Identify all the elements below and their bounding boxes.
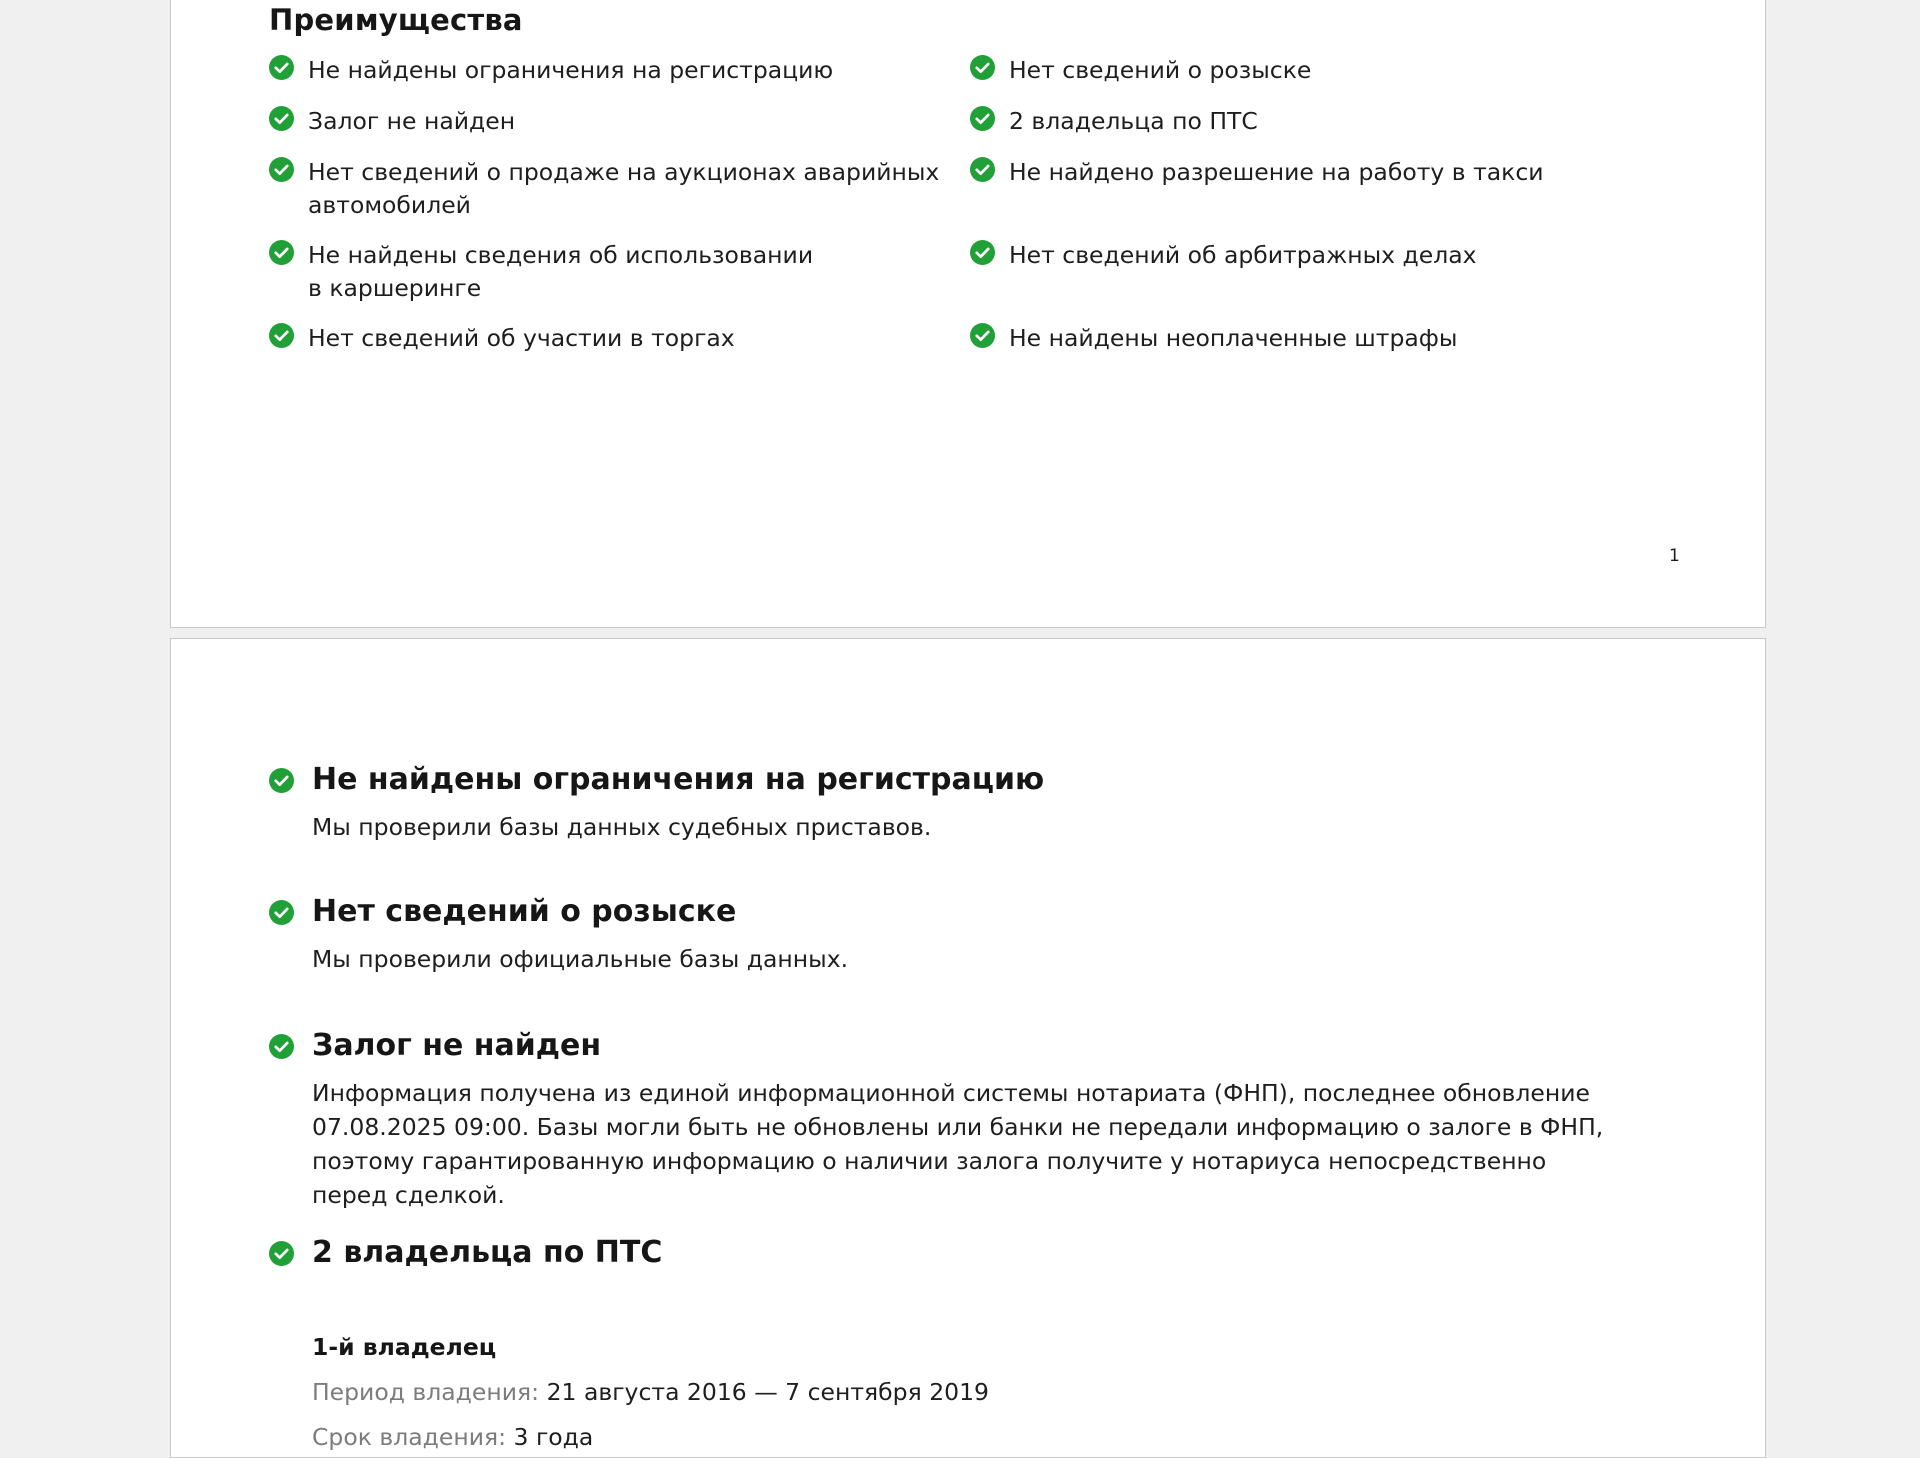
check-circle-icon — [269, 55, 294, 80]
detail-title: 2 владельца по ПТС — [312, 1235, 663, 1270]
check-circle-icon — [269, 240, 294, 265]
check-circle-icon — [269, 157, 294, 182]
advantage-label: Не найдено разрешение на работу в такси — [1009, 158, 1544, 186]
advantage-label: 2 владельца по ПТС — [1009, 107, 1258, 135]
owner-duration-value: 3 года — [513, 1423, 594, 1451]
advantage-label: Не найдены неоплаченные штрафы — [1009, 324, 1458, 352]
check-circle-icon — [269, 1034, 294, 1059]
owner-period-value: 21 августа 2016 — 7 сентября 2019 — [546, 1378, 989, 1406]
detail-text: Информация получена из единой информационной системы нотариата (ФНП), последнее обновление 07.08.2025 09:00. Базы могли быть не обновлены или банки не передали информацию о залоге в ФНП, поэтому гарантированную информацию о наличии залога получите у нотариуса непосредственно перед сделкой. — [312, 1079, 1604, 1209]
page-number: 1 — [1669, 546, 1680, 566]
owner-title: 1-й владелец — [312, 1333, 497, 1361]
advantage-label: Не найдены ограничения на регистрацию — [308, 56, 834, 84]
detail-text: Мы проверили официальные базы данных. — [312, 945, 849, 973]
check-circle-icon — [269, 1241, 294, 1266]
owner-period — [312, 1376, 989, 1408]
detail-text: Мы проверили базы данных судебных приставов. — [312, 813, 932, 841]
detail-title: Не найдены ограничения на регистрацию — [312, 762, 1045, 797]
advantage-label: Нет сведений о продаже на аукционах аварийных автомобилей — [308, 158, 940, 219]
advantage-label: Нет сведений об участии в торгах — [308, 324, 735, 352]
advantage-label: Нет сведений о розыске — [1009, 56, 1312, 84]
advantage-label: Не найдены сведения об использовании в каршеринге — [308, 241, 814, 302]
detail-title: Нет сведений о розыске — [312, 894, 737, 929]
document-page-1 — [170, 0, 1766, 628]
advantage-label: Нет сведений об арбитражных делах — [1009, 241, 1477, 269]
check-circle-icon — [269, 106, 294, 131]
check-circle-icon — [269, 768, 294, 793]
check-circle-icon — [970, 240, 995, 265]
check-circle-icon — [269, 323, 294, 348]
owner-duration — [312, 1421, 593, 1453]
owner-period-label: Период владения: — [312, 1378, 540, 1406]
owner-duration-label: Срок владения: — [312, 1423, 507, 1451]
detail-title: Залог не найден — [312, 1028, 602, 1063]
check-circle-icon — [269, 900, 294, 925]
check-circle-icon — [970, 55, 995, 80]
advantage-label: Залог не найден — [308, 107, 516, 135]
advantages-title: Преимущества — [269, 3, 523, 37]
document-page-2 — [170, 638, 1766, 1458]
check-circle-icon — [970, 157, 995, 182]
check-circle-icon — [970, 323, 995, 348]
check-circle-icon — [970, 106, 995, 131]
